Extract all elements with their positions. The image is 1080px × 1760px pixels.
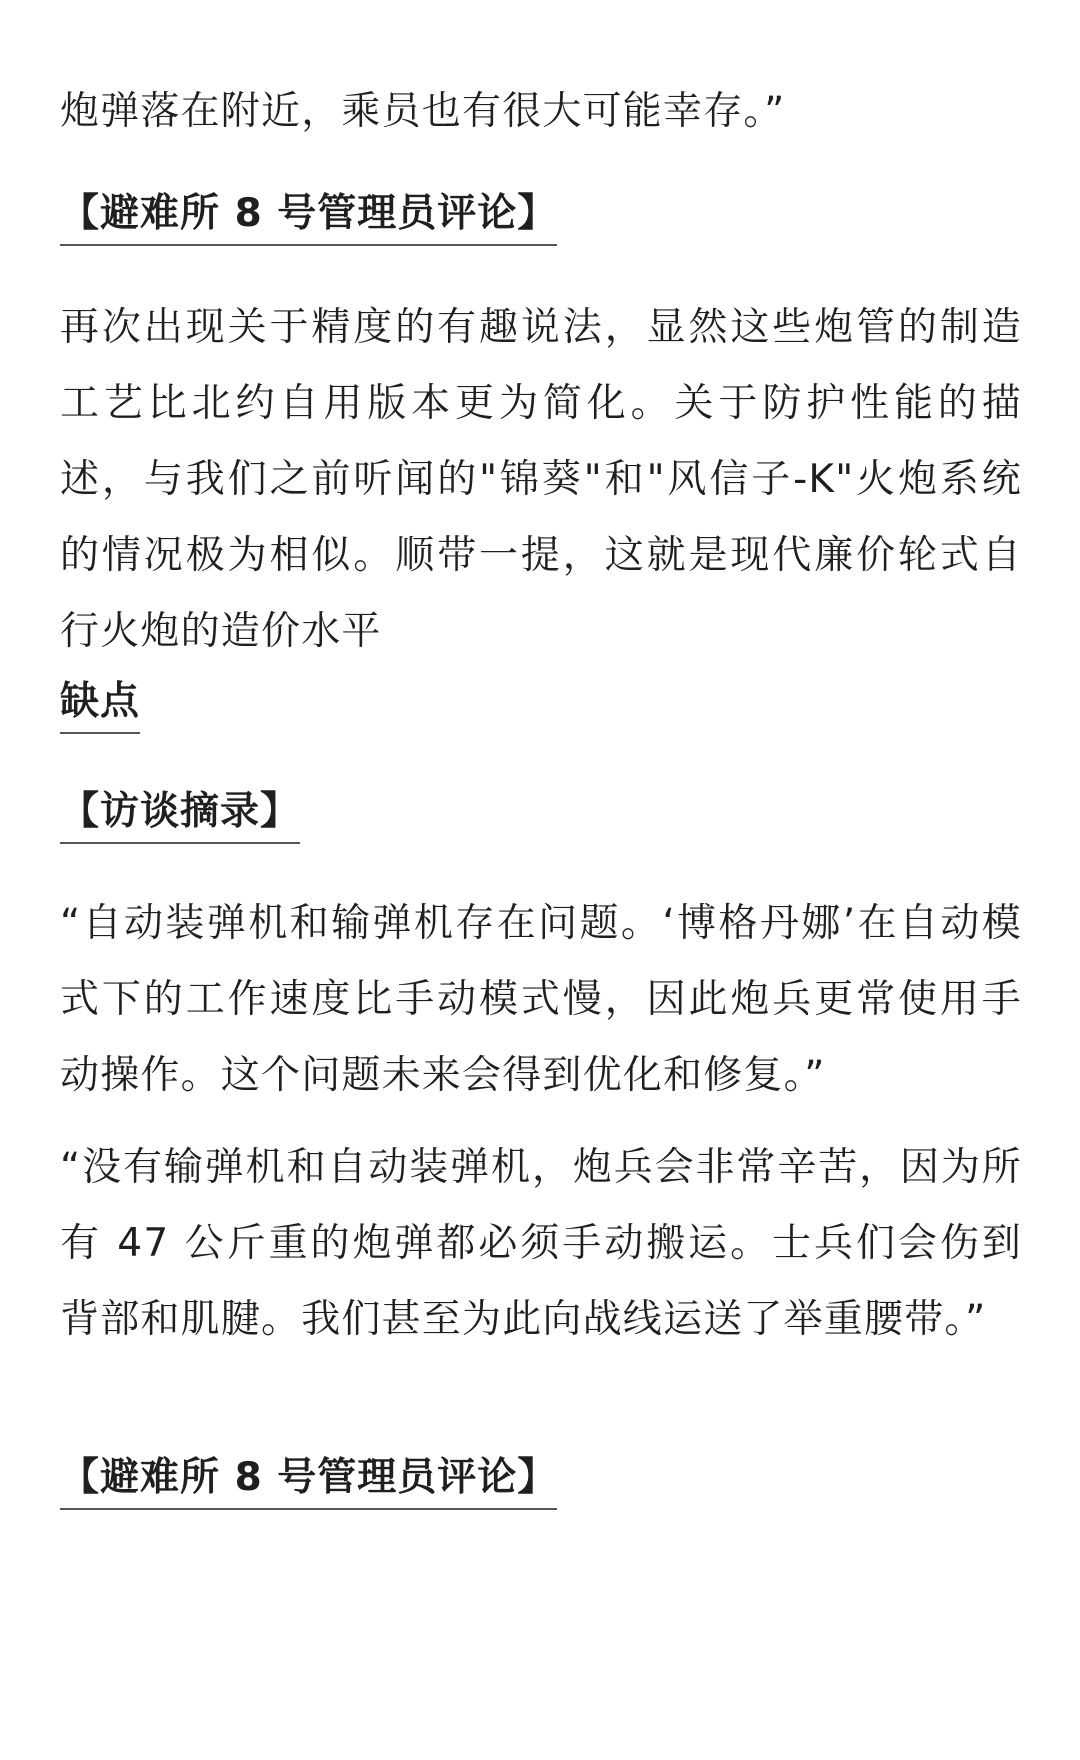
paragraph-interview-quote-2: “没有输弹机和自动装弹机，炮兵会非常辛苦，因为所有 47 公斤重的炮弹都必须手动搬运。士兵们会伤到背部和肌腱。我们甚至为此向战线运送了举重腰带。” <box>60 1145 1022 1342</box>
paragraph-admin-comment-1: 再次出现关于精度的有趣说法，显然这些炮管的制造工艺比北约自用版本更为简化。关于防护性能的描述，与我们之前听闻的"锦葵"和"风信子-K"火炮系统的情况极为相似。顺带一提，这就是现代廉价轮式自行火炮的造价水平 <box>60 305 1022 654</box>
paragraph-intro-tail: 炮弹落在附近，乘员也有很大可能幸存。” <box>60 89 786 134</box>
heading-interview-excerpt: 【访谈摘录】 <box>60 788 300 844</box>
paragraph-interview-quote-1: “自动装弹机和输弹机存在问题。‘博格丹娜’在自动模式下的工作速度比手动模式慢，因此炮兵更常使用手动操作。这个问题未来会得到优化和修复。” <box>60 901 1022 1098</box>
heading-admin-comment-2: 【避难所 8 号管理员评论】 <box>60 1454 557 1510</box>
heading-drawbacks: 缺点 <box>60 678 140 734</box>
heading-admin-comment-1: 【避难所 8 号管理员评论】 <box>60 190 557 246</box>
